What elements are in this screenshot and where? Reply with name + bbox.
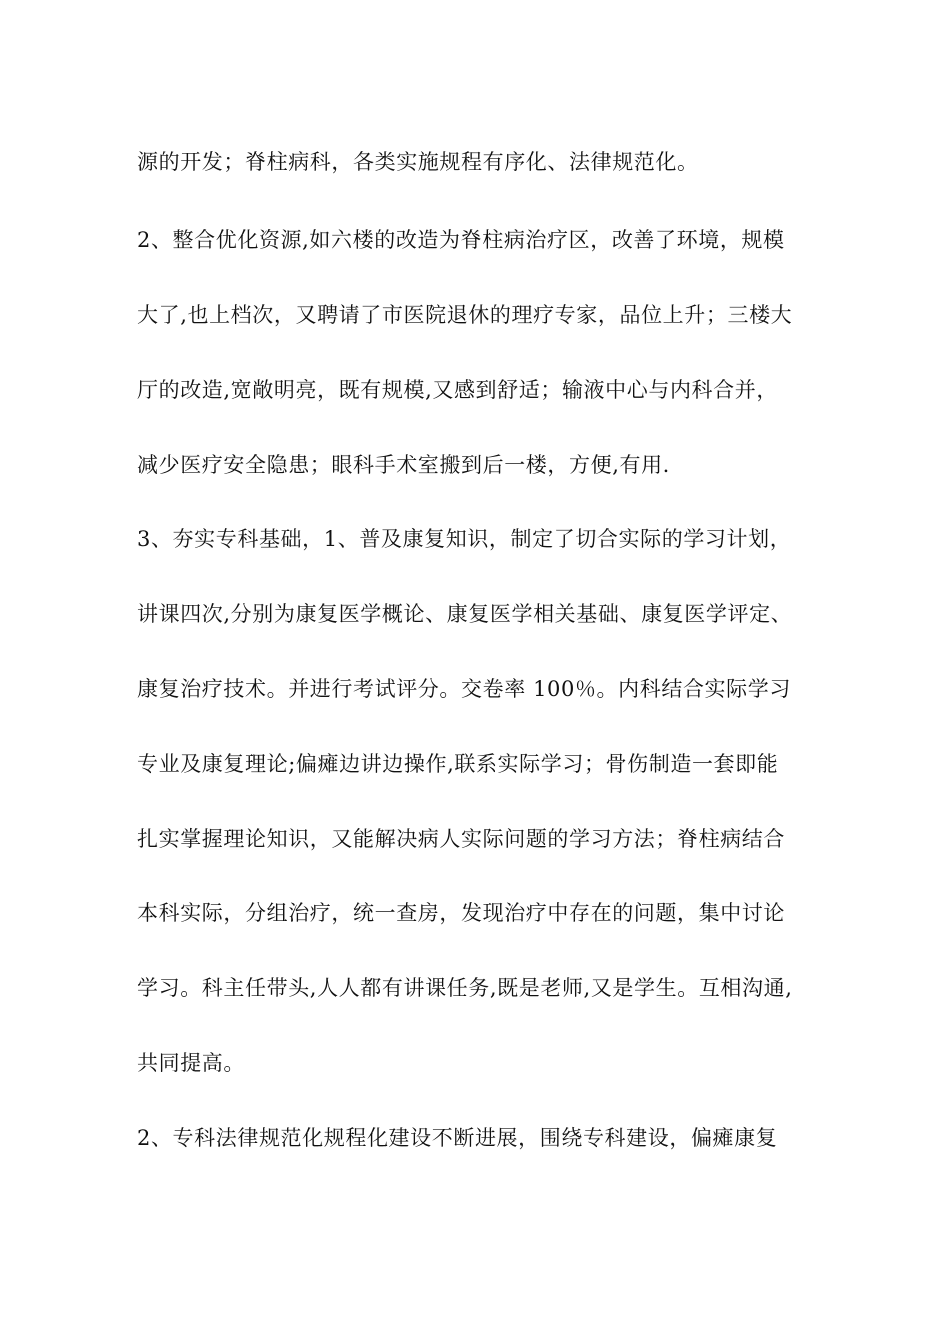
text-line: 学习。科主任带头,人人都有讲课任务,既是老师,又是学生。互相沟通, xyxy=(137,976,793,1000)
text-line: 大了,也上档次，又聘请了市医院退休的理疗专家，品位上升；三楼大 xyxy=(137,303,793,327)
text-line: 扎实掌握理论知识，又能解决病人实际问题的学习方法；脊柱病结合 xyxy=(137,827,785,851)
text-line: 厅的改造,宽敞明亮，既有规模,又感到舒适；输液中心与内科合并， xyxy=(137,378,778,402)
text-line: 本科实际，分组治疗，统一查房，发现治疗中存在的问题，集中讨论 xyxy=(137,901,785,925)
text-line: 康复治疗技术。并进行考试评分。交卷率 100％。内科结合实际学习 xyxy=(137,677,791,701)
text-line: 减少医疗安全隐患；眼科手术室搬到后一楼，方便,有用. xyxy=(137,453,670,477)
text-line: 2、整合优化资源,如六楼的改造为脊柱病治疗区，改善了环境，规模 xyxy=(137,228,785,252)
text-line: 3、夯实专科基础，1、普及康复知识，制定了切合实际的学习计划， xyxy=(137,527,792,551)
text-line: 专业及康复理论;偏瘫边讲边操作,联系实际学习；骨伤制造一套即能 xyxy=(137,752,779,776)
text-line: 共同提高。 xyxy=(137,1051,245,1075)
document-page xyxy=(137,0,817,1344)
text-line: 讲课四次,分别为康复医学概论、康复医学相关基础、康复医学评定、 xyxy=(137,602,793,626)
text-line: 2、专科法律规范化规程化建设不断进展，围绕专科建设，偏瘫康复 xyxy=(137,1126,778,1150)
text-line: 源的开发；脊柱病科，各类实施规程有序化、法律规范化。 xyxy=(137,150,699,174)
